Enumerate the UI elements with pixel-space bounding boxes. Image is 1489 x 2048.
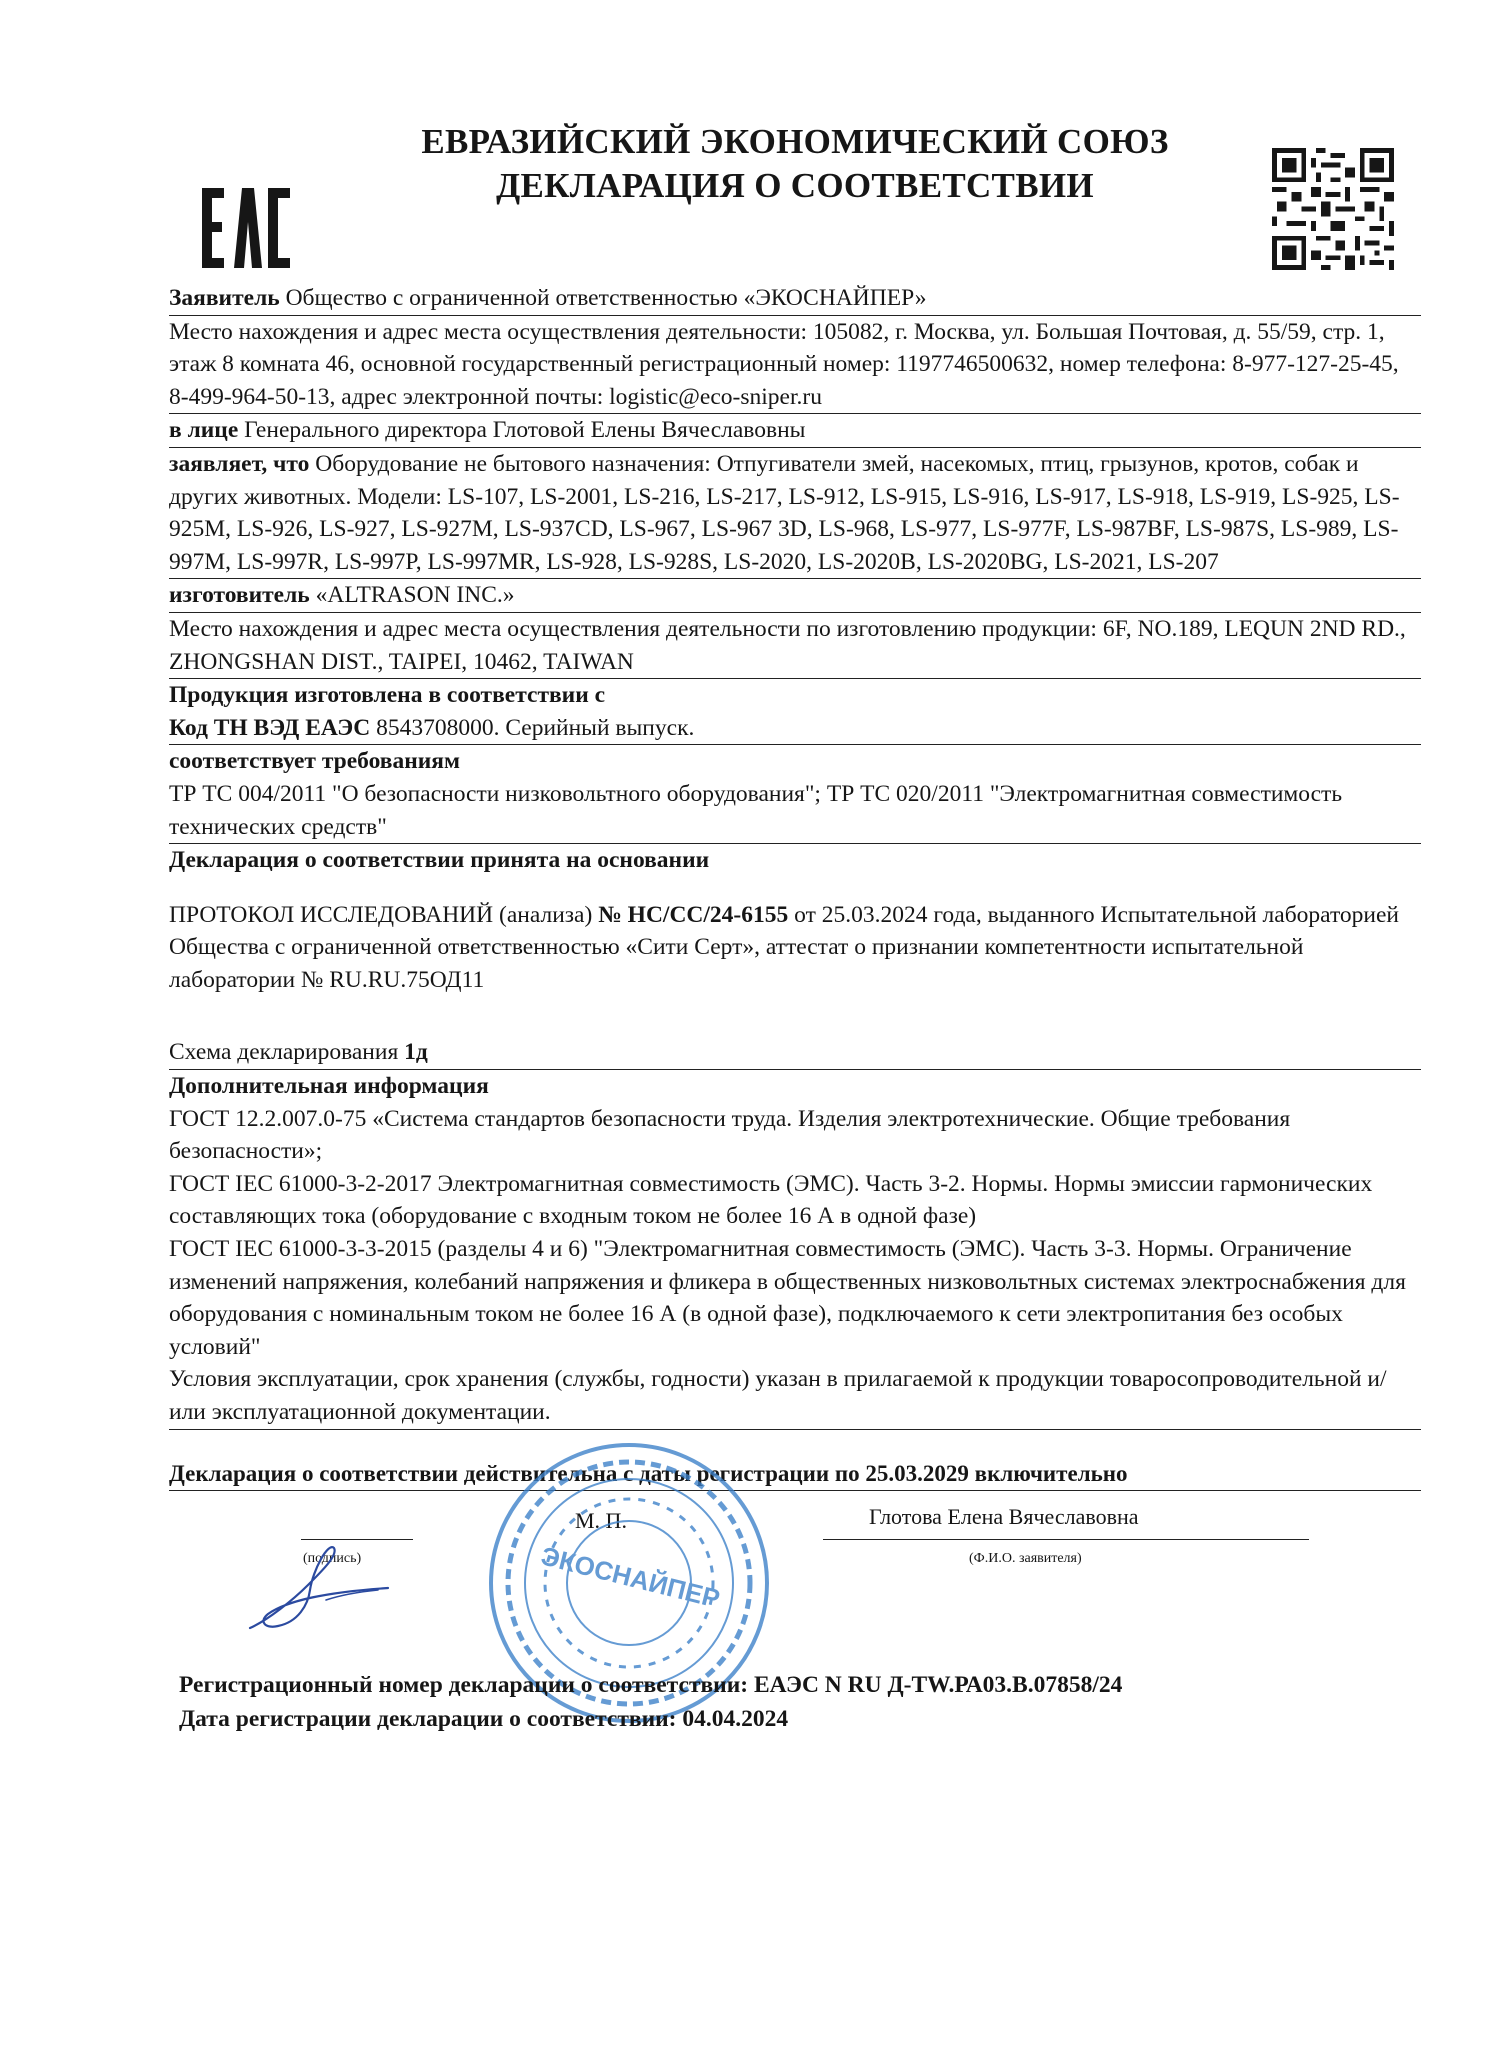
signer-name-line xyxy=(823,1539,1309,1540)
production-code-label: Код ТН ВЭД ЕАЭС xyxy=(169,714,371,741)
applicant-address: Место нахождения и адрес места осуществления деятельности: 105082, г. Москва, ул. Большая Почтовая, д. 55/59, стр. 1, этаж 8 комната 46, основной государственный регистрационный номер: 1197746500632, номер телефона: 8-977-127-25-45, 8-499-964-50-13, адрес электронной почты: logistic@eco-sniper.ru xyxy=(169,316,1421,415)
additional-label: Дополнительная информация xyxy=(169,1073,489,1100)
qr-code-icon xyxy=(1272,148,1394,270)
declares-label: заявляет, что xyxy=(169,450,310,477)
manufacturer-name: «ALTRASON INC.» xyxy=(315,582,515,609)
manufacturer-address: Место нахождения и адрес места осуществления деятельности по изготовлению продукции: 6F, NO.189, LEQUN 2ND RD., ZHONGSHAN DIST., TAIPEI, 10462, TAIWAN xyxy=(169,613,1421,679)
applicant-name: Общество с ограниченной ответственностью «ЭКОСНАЙПЕР» xyxy=(285,285,927,311)
requirements-text: ТР ТС 004/2011 "О безопасности низковольтного оборудования"; ТР ТС 020/2011 "Электромагнитная совместимость технических средств" xyxy=(169,778,1421,844)
production-code-value: 8543708000. Серийный выпуск. xyxy=(376,714,695,741)
applicant-section xyxy=(169,282,1421,316)
scheme-line xyxy=(169,1036,1421,1070)
scheme-label: Схема декларирования xyxy=(169,1039,405,1066)
manufacturer-label: изготовитель xyxy=(169,582,310,609)
qr-code xyxy=(1272,148,1394,270)
seal-center-text: ЭКОСНАЙПЕР xyxy=(538,1540,723,1614)
signer-name-caption: (Ф.И.О. заявителя) xyxy=(969,1551,1082,1567)
document-title xyxy=(330,120,1260,208)
registration-number: Регистрационный номер декларации о соответствии: ЕАЭС N RU Д-TW.РА03.В.07858/24 xyxy=(179,1672,1123,1698)
declares-section xyxy=(169,448,1421,579)
protocol-number: № НС/СС/24-6155 xyxy=(598,901,789,928)
scheme-value: 1д xyxy=(404,1039,428,1066)
production-label: Продукция изготовлена в соответствии с xyxy=(169,682,606,709)
signature-caption: (подпись) xyxy=(303,1551,362,1567)
additional-text: ГОСТ 12.2.007.0-75 «Система стандартов безопасности труда. Изделия электротехнические. Общие требования безопасности»; ГОСТ IEC 61000-3-2-2017 Электромагнитная совместимость (ЭМС). Часть 3-2. Нормы. Нормы эмиссии гармонических составляющих тока (оборудование с входным током не более 16 А в одной фазе) ГОСТ IEC 61000-3-3-2015 (разделы 4 и 6) "Электромагнитная совместимость (ЭМС). Часть 3-3. Нормы. Ограничение изменений напряжения, колебаний напряжения и фликера в общественных низковольтных системах электроснабжения для оборудования с номинальным током не более 16 А (в одной фазе), подключаемого к сети электропитания без особых условий" Условия эксплуатации, срок хранения (службы, годности) указан в прилагаемой к продукции товаросопроводительной и/или эксплуатационной документации. xyxy=(169,1103,1421,1430)
declares-text: Оборудование не бытового назначения: Отпугиватели змей, насекомых, птиц, грызунов, кротов, собак и других животных. Модели: LS-107, LS-2001, LS-216, LS-217, LS-912, LS-915, LS-916, LS-917, LS-918, LS-919, LS-925, LS-925M, LS-926, LS-927, LS-927M, LS-937CD, LS-967, LS-967 3D, LS-968, LS-977, LS-977F, LS-987BF, LS-987S, LS-989, LS-997M, LS-997R, LS-997P, LS-997MR, LS-928, LS-928S, LS-2020, LS-2020B, LS-2020BG, LS-2021, LS-207 xyxy=(169,450,1400,575)
manufacturer-section xyxy=(169,579,1421,613)
registration-date: Дата регистрации декларации о соответствии: 04.04.2024 xyxy=(179,1706,789,1732)
handwritten-signature xyxy=(238,1530,398,1640)
basis-text xyxy=(169,899,1421,997)
declaration-body xyxy=(169,282,1421,1587)
basis-text-a: ПРОТОКОЛ ИССЛЕДОВАНИЙ (анализа) xyxy=(169,901,599,928)
representative-label: в лице xyxy=(169,417,239,444)
representative-value: Генерального директора Глотовой Елены Вячеславовны xyxy=(244,417,806,444)
signature-icon xyxy=(238,1530,398,1640)
title-line-1: ЕВРАЗИЙСКИЙ ЭКОНОМИЧЕСКИЙ СОЮЗ xyxy=(421,122,1169,161)
requirements-label: соответствует требованиям xyxy=(169,748,461,775)
validity-statement: Декларация о соответствии действительна с даты регистрации по 25.03.2029 включительно xyxy=(169,1458,1421,1492)
signer-name: Глотова Елена Вячеславовна xyxy=(869,1504,1139,1530)
registration-block xyxy=(179,1668,1122,1736)
basis-label: Декларация о соответствии принята на основании xyxy=(169,847,710,874)
eac-logo xyxy=(196,178,296,278)
eac-logo-icon xyxy=(196,178,296,278)
representative-section xyxy=(169,414,1421,448)
production-code xyxy=(169,712,1421,746)
basis-text-b: от 25.03.2024 года, выданного Испытательной лабораторией Общества с ограниченной ответственностью «Сити Серт», аттестат о признании компетентности испытательной лаборатории № RU.RU.75ОД11 xyxy=(169,901,1400,993)
stamp-place-label: М. П. xyxy=(575,1508,627,1534)
applicant-label: Заявитель xyxy=(169,285,280,311)
title-line-2: ДЕКЛАРАЦИЯ О СООТВЕТСТВИИ xyxy=(496,166,1094,205)
